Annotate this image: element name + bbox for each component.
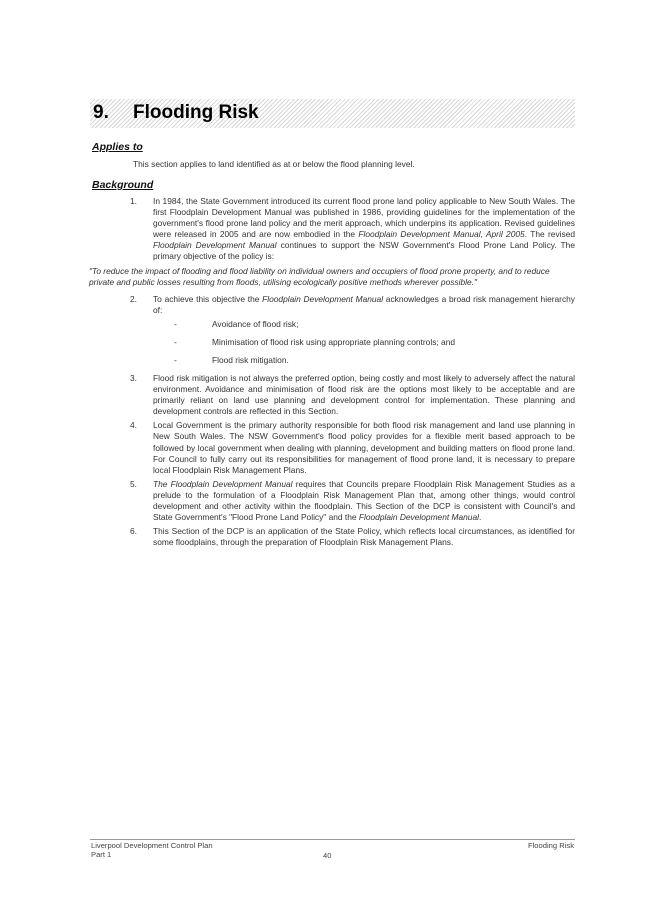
paragraph-1 [130, 196, 575, 263]
paragraph-number: 2. [130, 293, 137, 304]
applies-to-text: This section applies to land identified as at or below the flood planning level. [133, 159, 415, 169]
paragraph-4 [130, 420, 575, 475]
paragraph-3 [130, 373, 575, 417]
footer-divider [90, 839, 575, 840]
list-item-text: Minimisation of flood risk using appropriate planning controls; and [212, 336, 456, 347]
paragraph-number: 4. [130, 420, 137, 431]
list-item [130, 355, 575, 366]
background-heading: Background [92, 179, 154, 191]
paragraph-2 [130, 294, 575, 316]
manual-title: Floodplain Development Manual, April 2005 [358, 229, 525, 240]
paragraph-text: requires that Councils prepare Floodplain Risk Management Studies as a prelude to the formulation of a Floodplain Risk Management Plan that, among other things, would control development and other activity within the floodplain. This Section of the DCP is consistent with Council's and State Government's "Flood Prone Land Policy" and the [153, 478, 575, 523]
paragraph-text: Local Government is the primary authority responsible for both flood risk management and land use planning in New South Wales. The NSW Government's flood policy provides for a flexible merit based approach to be followed by local government when dealing with planning, development and building matters on flood prone land. For Council to fully carry out its responsibilities for management of flood prone land, it is necessary to prepare local Floodplain Risk Management Plans. [153, 420, 575, 475]
paragraph-number: 5. [130, 478, 137, 489]
policy-objective-quote: "To reduce the impact of flooding and flood liability on individual owners and occupiers of flood prone property, and to reduce private and public losses resulting from floods, utilising ecologically positive methods wherever possible." [89, 265, 550, 287]
list-item-text: Avoidance of flood risk; [212, 318, 299, 329]
paragraph-text: acknowledges a broad risk management hierarchy of: [153, 293, 575, 315]
paragraph-text: . The revised [524, 229, 576, 240]
paragraph-text: In 1984, the State Government introduced its current flood prone land policy applicable to New South Wales. The first Floodplain Development Manual was published in 1986, providing guidelines for the implementation of the government's flood prone land policy and the merit approach, which underpins its application. Revised guidelines were released in 2005 and are now embodied in the [153, 196, 575, 240]
page-title [93, 102, 259, 124]
manual-title: The Floodplain Development Manual [153, 478, 293, 489]
bullet-dash: - [174, 354, 177, 365]
bullet-dash: - [174, 336, 177, 347]
list-item-text: Flood risk mitigation. [212, 354, 289, 365]
page-number: 40 [323, 851, 332, 860]
paragraph-text: To achieve this objective the [153, 293, 263, 304]
risk-hierarchy-list [130, 319, 575, 366]
footer-part: Part 1 [91, 850, 112, 859]
paragraph-number: 6. [130, 526, 137, 537]
applies-to-heading: Applies to [92, 141, 143, 153]
paragraph-text: This Section of the DCP is an application of the State Policy, which reflects local circumstances, as identified for some floodplains, through the preparation of Floodplain Risk Management Plans. [153, 526, 575, 548]
paragraph-5 [130, 479, 575, 523]
bullet-dash: - [174, 318, 177, 329]
list-item [130, 337, 575, 348]
chapter-title-text: Flooding Risk [133, 102, 259, 123]
paragraph-text: . [479, 512, 482, 523]
paragraph-text: Flood risk mitigation is not always the preferred option, being costly and most likely to adversely affect the natural environment. Avoidance and minimisation of flood risk are the options most likely to be acceptable and are primarily reliant on land use planning and development control for implementation. These planning and development controls are reflected in this Section. [153, 372, 575, 417]
list-item [130, 319, 575, 330]
paragraph-number: 3. [130, 372, 137, 383]
footer-document-title: Liverpool Development Control Plan [91, 841, 213, 850]
manual-title: Floodplain Development Manual [358, 512, 479, 523]
background-list [89, 196, 576, 551]
paragraph-text: continues to support the NSW Government's Flood Prone Land Policy. The primary objective of the policy is: [153, 240, 575, 262]
chapter-number: 9. [93, 102, 109, 123]
manual-title: Floodplain Development Manual [262, 293, 384, 304]
paragraph-number: 1. [130, 196, 137, 206]
manual-title: Floodplain Development Manual [153, 240, 277, 251]
footer-section-name: Flooding Risk [527, 841, 574, 850]
paragraph-6 [130, 526, 575, 548]
